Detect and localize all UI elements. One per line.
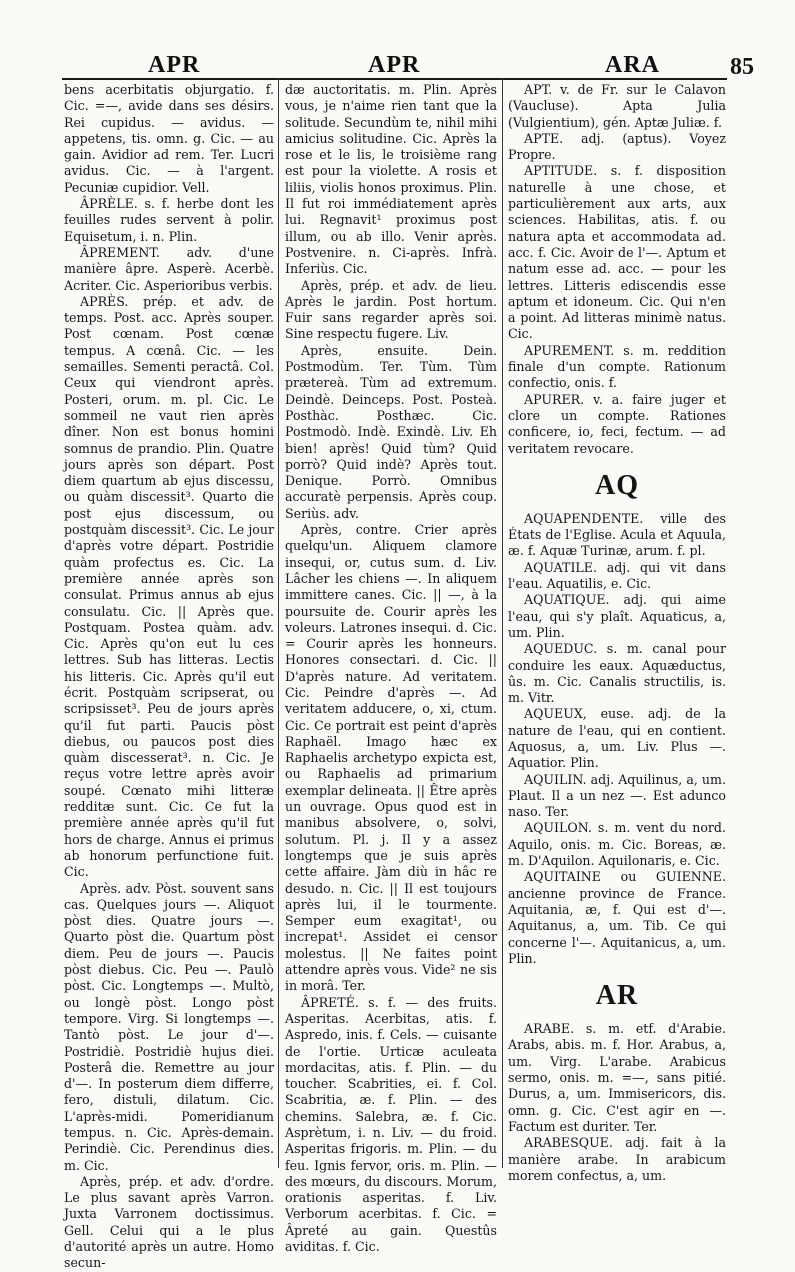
dictionary-entry: ARABE. s. m. etf. d'Arabie. Arabs, abis. m. f. Hor. Arabus, a, um. Virg. L'arabe. Arabicus sermo, onis. m. =—, sans pitié. Durus, a, um. Immisericors, dis. omn. g. Cic. C'est agir en —. Factum est duriter. Ter.: [508, 1021, 726, 1134]
running-head-left: APR: [148, 52, 201, 78]
dictionary-entry: ÂPREMENT. adv. d'une manière âpre. Asperè. Acerbè. Acriter. Cic. Asperioribus verbis.: [64, 244, 274, 293]
dictionary-entry: bens acerbitatis objurgatio. f. Cic. =—, avide dans ses désirs. Rei cupidus. — avidus. — appetens, tis. omn. g. Cic. — au gain. Avidior ad rem. Ter. Lucri avidus. Cic. — à l'argent. Pecuniæ cupidior. Vell.: [64, 82, 274, 195]
column-divider-1: [278, 78, 279, 1168]
running-head-center: APR: [368, 52, 421, 78]
dictionary-entry: Après, prép. et adv. de lieu. Après le jardin. Post hortum. Fuir sans regarder après soi. Sine respectu fugere. Liv.: [285, 277, 497, 342]
dictionary-entry: AQUATIQUE. adj. qui aime l'eau, qui s'y plaît. Aquaticus, a, um. Plin.: [508, 592, 726, 640]
dictionary-entry: APT. v. de Fr. sur le Calavon (Vaucluse). Apta Julia (Vulgientium), gén. Aptæ Juliæ. f.: [508, 82, 726, 130]
dictionary-entry: ÂPRÈLE. s. f. herbe dont les feuilles rudes servent à polir. Equisetum, i. n. Plin.: [64, 196, 274, 244]
col3-mid: [508, 511, 726, 967]
dictionary-entry: APURER. v. a. faire juger et clore un compte. Rationes conficere, io, feci, fectum. — ad veritatem revocare.: [508, 391, 726, 456]
section-heading-ar: AR: [595, 980, 639, 1012]
column-divider-2: [502, 78, 503, 1168]
col3-bot: [508, 1021, 726, 1184]
dictionary-entry: AQUEUX, euse. adj. de la nature de l'eau, qui en contient. Aquosus, a, um. Liv. Plus —. Aquatior. Plin.: [508, 706, 726, 771]
dictionary-entry: AQUILON. s. m. vent du nord. Aquilo, onis. m. Cic. Boreas, æ. m. D'Aquilon. Aquilonaris, e. Cic.: [508, 820, 726, 869]
page-number: 85: [730, 54, 754, 80]
dictionary-entry: APTE. adj. (aptus). Voyez Propre.: [508, 130, 726, 163]
column-2: [285, 82, 497, 1255]
section-heading-aq: AQ: [595, 469, 639, 501]
column-3: [508, 82, 726, 1182]
dictionary-entry: AQUITAINE ou GUIENNE. ancienne province de France. Aquitania, æ, f. Qui est d'—. Aquitanus, a, um. Tib. Ce qui concerne l'—. Aquitanicus, a, um. Plin.: [508, 869, 726, 966]
dictionary-entry: APTITUDE. s. f. disposition naturelle à une chose, et particulièrement aux arts, aux sciences. Habilitas, atis. f. ou natura apta et accommodata ad. acc. f. Cic. Avoir de l'—. Aptum et natum esse ad. acc. — pour les lettres. Litteris ediscendis esse aptum et idoneum. Cic. Qui n'en a point. Ad litteras minimè natus. Cic.: [508, 163, 726, 342]
dictionary-entry: Après, prép. et adv. d'ordre. Le plus savant après Varron. Juxta Varronem doctissimus. Gell. Celui qui a le plus d'autorité après un autre. Homo secun-: [64, 1173, 274, 1271]
column-1: [64, 82, 274, 1271]
dictionary-entry: AQUAPENDENTE. ville des États de l'Eglise. Acula et Aquula, æ. f. Aquæ Turinæ, arum. f. pl.: [508, 510, 726, 559]
dictionary-entry: ÂPRETÉ. s. f. — des fruits. Asperitas. Acerbitas, atis. f. Aspredo, inis. f. Cels. — cuisante de l'ortie. Urticæ aculeata mordacitas, atis. f. Plin. — du toucher. Scabrities, ei. f. Col. Scabritia, æ. f. Plin. — des chemins. Salebra, æ. f. Cic. Asprètum, i. n. Liv. — du froid. Asperitas frigoris. m. Plin. — du feu. Ignis fervor, oris. m. Plin. — des mœurs, du discours. Morum, orationis asperitas. f. Liv. Verborum acerbitas. f. Cic. = Âpreté au gain. Questûs aviditas. f. Cic.: [285, 994, 497, 1255]
dictionary-entry: dæ auctoritatis. m. Plin. Après vous, je n'aime rien tant que la solitude. Secundùm te, nihil mihi amicius solitudine. Cic. Après la rose et le lis, le troisième rang est pour la violette. A rosis et liliis, violis honos proximus. Plin. Il fut roi immédiatement après lui. Regnavit¹ proximus post illum, ou ab illo. Venir après. Postvenire. n. Ci-après. Infrà. Inferiùs. Cic.: [285, 82, 497, 277]
header-rule: [62, 78, 727, 80]
dictionary-entry: AQUILIN. adj. Aquilinus, a, um. Plaut. Il a un nez —. Est adunco naso. Ter.: [508, 771, 726, 820]
dictionary-entry: AQUATILE. adj. qui vit dans l'eau. Aquatilis, e. Cic.: [508, 559, 726, 592]
dictionary-entry: Après, contre. Crier après quelqu'un. Aliquem clamore insequi, or, cutus sum. d. Liv. Lâcher les chiens —. In aliquem immittere canes. Cic. || —, à la poursuite de. Courir après les voleurs. Latrones insequi. d. Cic. = Courir après les honneurs. Honores consectari. d. Cic. || D'après nature. Ad veritatem. Cic. Peindre d'après —. Ad veritatem adducere, o, xi, ctum. Cic. Ce portrait est peint d'après Raphaël. Imago hæc ex Raphaelis archetypo expicta est, ou Raphaelis ad primarium exemplar delineata. || Être après un ouvrage. Opus quod est in manibus absolvere, o, solvi, solutum. Pl. j. Il y a assez longtemps que je suis après cette affaire. Jàm diù in hâc re desudo. n. Cic. || Il est toujours après lui, il le tourmente. Semper eum exagitat¹, ou increpat¹. Assidet ei censor molestus. || Ne faites point attendre après vous. Vide² ne sis in morâ. Ter.: [285, 522, 497, 994]
dictionary-entry: APUREMENT. s. m. reddition finale d'un compte. Rationum confectio, onis. f.: [508, 342, 726, 391]
dictionary-entry: ARABESQUE. adj. fait à la manière arabe. In arabicum morem confectus, a, um.: [508, 1135, 726, 1183]
dictionary-entry: APRÈS. prép. et adv. de temps. Post. acc. Après souper. Post cœnam. Post cœnæ tempus. A cœnâ. Cic. — les semailles. Sementi peractâ. Col. Ceux qui viendront après. Posteri, orum. m. pl. Cic. Le sommeil ne vaut rien après dîner. Non est bonus homini somnus de prandio. Plin. Quatre jours après son départ. Post diem quartum ab ejus discessu, ou quàm discessit³. Quarto die post ejus discessum, ou postquàm discessit³. Cic. Le jour d'après votre départ. Postridie quàm profectus es. Cic. La première année après son consulat. Primus annus ab ejus consulatu. Cic. || Après que. Postquam. Postea quàm. adv. Cic. Après qu'on eut lu ces lettres. Sub has litteras. Lectis his litteris. Cic. Après qu'il eut écrit. Postquàm scripserat, ou scripsisset³. Peu de jours après qu'il fut parti. Paucis pòst diebus, ou paucos post dies quàm discesserat³. n. Cic. Je reçus votre lettre après avoir soupé. Cœnato mihi litteræ redditæ sunt. Cic. Ce fut la première année après qu'il fut hors de charge. Annus ei primus ab honorum perfunctione fuit. Cic.: [64, 293, 274, 880]
col3-top: [508, 82, 726, 457]
running-head-right: ARA: [605, 52, 660, 78]
dictionary-entry: AQUEDUC. s. m. canal pour conduire les eaux. Aquæductus, ûs. m. Cic. Canalis structilis, is. m. Vitr.: [508, 641, 726, 706]
dictionary-entry: Après, ensuite. Dein. Postmodùm. Ter. Tùm. Tùm prætereà. Tùm ad extremum. Deindè. Deinceps. Post. Posteà. Posthàc. Posthæc. Cic. Postmodò. Indè. Exindè. Liv. Eh bien! après! Quid tùm? Quid porrò? Quid indè? Après tout. Denique. Porrò. Omnibus accuratè perpensis. Après coup. Seriùs. adv.: [285, 342, 497, 521]
dictionary-entry: Après. adv. Pòst. souvent sans cas. Quelques jours —. Aliquot pòst dies. Quatre jours —. Quarto pòst die. Quartum pòst diem. Peu de jours —. Paucis pòst diebus. Cic. Peu —. Paulò pòst. Cic. Longtemps —. Multò, ou longè pòst. Longo pòst tempore. Virg. Si longtemps —. Tantò pòst. Le jour d'—. Postridiè. Postridiè hujus diei. Posterâ die. Remettre au jour d'—. In posterum diem differre, fero, distuli, dilatum. Cic. L'après-midi. Pomeridianum tempus. n. Cic. Après-demain. Perindiè. Cic. Perendinus dies. m. Cic.: [64, 880, 274, 1173]
